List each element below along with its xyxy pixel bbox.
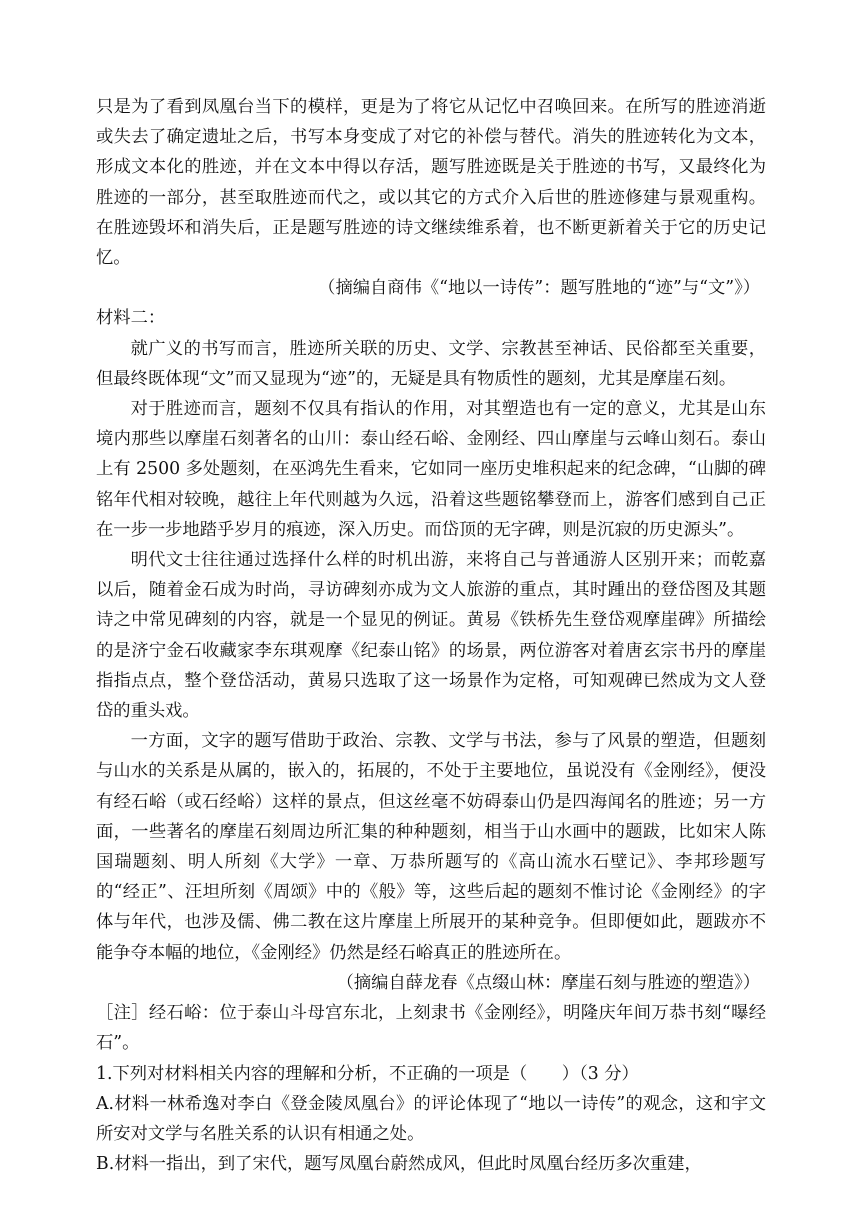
material-two-heading: 材料二： [96,308,166,329]
material-two-paragraph-4: 一方面，文字的题写借助于政治、宗教、文学与书法，参与了风景的塑造，但题刻与山水的关系是从属的，嵌入的，拓展的，不处于主要地位，虽说没有《金刚经》，便没有经石峪（或石经峪）这样的景点，但这丝毫不妨碍泰山仍是四海闻名的胜迹；另一方面，一些著名的摩崖石刻周边所汇集的种种题刻，相当于山水画中的题跋，比如宋人陈国瑞题刻、明人所刻《大学》一章、万恭所题写的《高山流水石壁记》、李邦珍题写的“经正”、汪坦所刻《周颂》中的《般》等，这些后起的题刻不惟讨论《金刚经》的字体与年代，也涉及儒、佛二教在这片摩崖上所展开的某种竞争。但即便如此，题跋亦不能争夺本幅的地位，《金刚经》仍然是经石峪真正的胜迹所在。 [96,731,766,963]
material-two-paragraph-1: 就广义的书写而言，胜迹所关联的历史、文学、宗教甚至神话、民俗都至关重要，但最终既体现“文”而又显现为“迹”的，无疑是具有物质性的题刻，尤其是摩崖石刻。 [96,338,766,389]
question-stem: 1.下列对材料相关内容的理解和分析，不正确的一项是（ ）（3 分） [96,1063,639,1084]
material-two-paragraph-3: 明代文士往往通过选择什么样的时机出游，来将自己与普通游人区别开来；而乾嘉以后，随着金石成为时尚，寻访碑刻亦成为文人旅游的重点，其时踵出的登岱图及其题诗之中常见碑刻的内容，就是一个显见的例证。黄易《铁桥先生登岱观摩崖碑》所描绘的是济宁金石收藏家李东琪观摩《纪泰山铭》的场景，两位游客对着唐玄宗书丹的摩崖指指点点，整个登岱活动，黄易只选取了这一场景作为定格，可知观碑已然成为文人登岱的重头戏。 [96,550,766,722]
material-two-paragraph-2: 对于胜迹而言，题刻不仅具有指认的作用，对其塑造也有一定的意义，尤其是山东境内那些以摩崖石刻著名的山川：泰山经石峪、金刚经、四山摩崖与云峰山刻石。泰山上有 2500 多处题刻，在巫鸿先生看来，它如同一座历史堆积起来的纪念碑，“山脚的碑铭年代相对较晚，越往上年代则越为久远，沿着这些题铭攀登而上，游客们感到自己正在一步一步地踏乎岁月的痕迹，深入历史。而岱顶的无字碑，则是沉寂的历史源头”。 [96,399,766,540]
question-option-a: A.材料一林希逸对李白《登金陵凤凰台》的评论体现了“地以一诗传”的观念，这和宇文所安对文学与名胜关系的认识有相通之处。 [96,1093,766,1144]
material-one-source: （摘编自商伟《“地以一诗传”：题写胜地的“迹”与“文”》） [318,278,760,299]
material-two-source: （摘编自薛龙春《点缀山林：摩崖石刻与胜迹的塑造》） [336,972,760,993]
page-content [96,92,766,1179]
material-one-tail-paragraph: 只是为了看到凤凰台当下的模样，更是为了将它从记忆中召唤回来。在所写的胜迹消逝或失去了确定遗址之后，书写本身变成了对它的补偿与替代。消失的胜迹转化为文本，形成文本化的胜迹，并在文本中得以存活，题写胜迹既是关于胜迹的书写，又最终化为胜迹的一部分，甚至取胜迹而代之，或以其它的方式介入后世的胜迹修建与景观重构。在胜迹毁坏和消失后，正是题写胜迹的诗文继续维系着，也不断更新着关于它的历史记忆。 [96,97,766,269]
question-option-b: B.材料一指出，到了宋代，题写凤凰台蔚然成风，但此时凤凰台经历多次重建， [96,1154,702,1175]
footnote: ［注］经石峪：位于泰山斗母宫东北，上刻隶书《金刚经》，明隆庆年间万恭书刻“曝经石”。 [96,1003,766,1054]
